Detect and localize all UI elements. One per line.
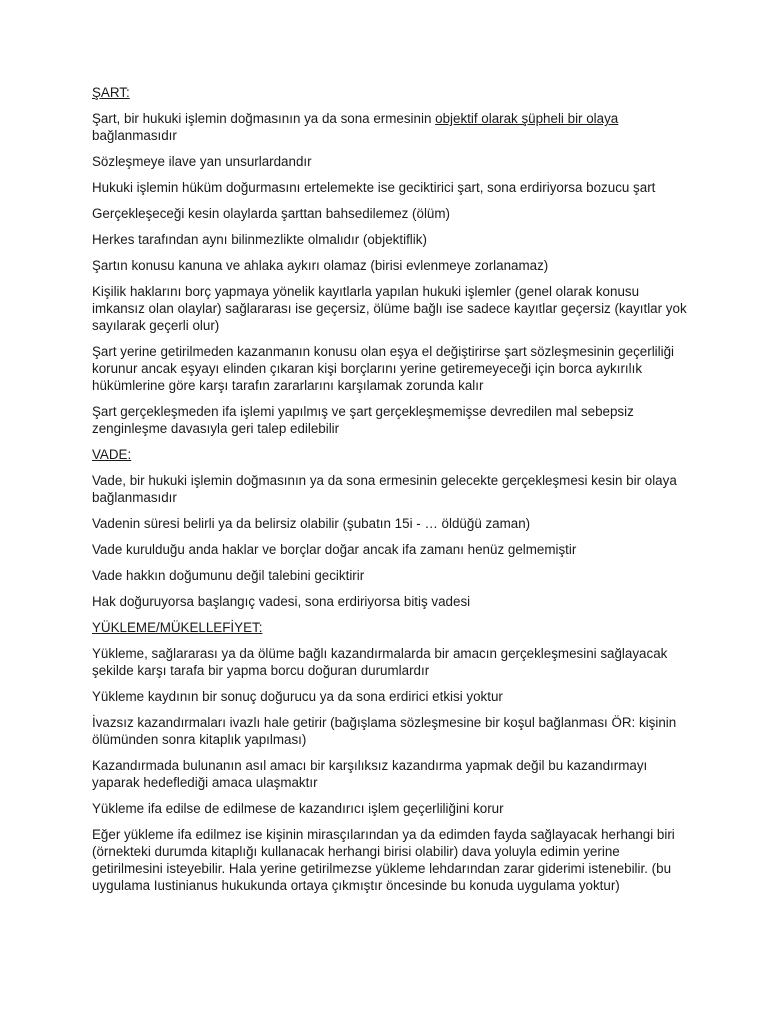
paragraph: Herkes tarafından aynı bilinmezlikte olmalıdır (objektiflik) [92, 232, 427, 247]
paragraph: Yükleme, sağlararası ya da ölüme bağlı kazandırmalarda bir amacın gerçekleşmesini sağlayacak şekilde karşı tarafa bir yapma borcu doğuran durumlardır [92, 646, 668, 678]
text-segment: bağlanmasıdır [92, 128, 177, 143]
paragraph: İvazsız kazandırmaları ivazlı hale getirir (bağışlama sözleşmesine bir koşul bağlanması ÖR: kişinin ölümünden sonra kitaplık yapılması) [92, 715, 677, 747]
paragraph: Şart gerçekleşmeden ifa işlemi yapılmış ve şart gerçekleşmemişse devredilen mal sebepsiz zenginleşme davasıyla geri talep edilebilir [92, 404, 634, 436]
paragraph: Vadenin süresi belirli ya da belirsiz olabilir (şubatın 15i - … öldüğü zaman) [92, 516, 531, 531]
paragraph: Vade, bir hukuki işlemin doğmasının ya da sona ermesinin gelecekte gerçekleşmesi kesin bir olaya bağlanmasıdır [92, 473, 677, 505]
section-yukleme [92, 619, 692, 894]
section-heading-vade: VADE: [92, 447, 132, 462]
section-heading-sart: ŞART: [92, 85, 130, 100]
paragraph: Şart yerine getirilmeden kazanmanın konusu olan eşya el değiştirirse şart sözleşmesinin geçerliliği korunur ancak eşyayı elinden çıkaran kişi borçlarını yerine getiremeyeceği için borca aykırılık hükümlerine göre karşı tarafın zararlarını karşılamak zorunda kalır [92, 344, 675, 393]
paragraph: Eğer yükleme ifa edilmez ise kişinin mirasçılarından ya da edimden fayda sağlayacak herhangi biri (örnekteki durumda kitaplığı kullanacak herhangi birisi olabilir) dava yoluyla edimin yerine getirilmesini isteyebilir. Hala yerine getirilmezse yükleme lehdarından zarar giderimi istenebilir. (bu uygulama Iustinianus hukukunda ortaya çıkmıştır öncesinde bu konuda uygulama yoktur) [92, 827, 675, 893]
paragraph: Hak doğuruyorsa başlangıç vadesi, sona erdiriyorsa bitiş vadesi [92, 594, 471, 609]
paragraph: Yükleme ifa edilse de edilmese de kazandırıcı işlem geçerliliğini korur [92, 801, 504, 816]
section-heading-yukleme: YÜKLEME/MÜKELLEFİYET: [92, 620, 263, 635]
paragraph: Kazandırmada bulunanın asıl amacı bir karşılıksız kazandırma yapmak değil bu kazandırmayı yaparak hedeflediği amaca ulaşmaktır [92, 758, 648, 790]
paragraph: Hukuki işlemin hüküm doğurmasını ertelemekte ise geciktirici şart, sona erdiriyorsa bozucu şart [92, 180, 656, 195]
paragraph-sart-definition [92, 110, 692, 144]
text-segment: Şart, bir hukuki işlemin doğmasının ya da sona ermesinin [92, 111, 436, 126]
paragraph: Yükleme kaydının bir sonuç doğurucu ya da sona erdirici etkisi yoktur [92, 689, 503, 704]
paragraph: Vade kurulduğu anda haklar ve borçlar doğar ancak ifa zamanı henüz gelmemiştir [92, 542, 577, 557]
underlined-phrase: objektif olarak şüpheli bir olaya [435, 111, 619, 126]
paragraph: Kişilik haklarını borç yapmaya yönelik kayıtlarla yapılan hukuki işlemler (genel olarak konusu imkansız olan olaylar) sağlararası ise geçersiz, ölüme bağlı ise sadece kayıtlar geçersiz (kayıtlar yok sayılarak geçerli olur) [92, 284, 687, 333]
section-sart [92, 84, 692, 437]
paragraph: Şartın konusu kanuna ve ahlaka aykırı olamaz (birisi evlenmeye zorlanamaz) [92, 258, 549, 273]
paragraph: Sözleşmeye ilave yan unsurlardandır [92, 154, 312, 169]
section-vade [92, 446, 692, 610]
document-page [92, 84, 692, 903]
paragraph: Vade hakkın doğumunu değil talebini geciktirir [92, 568, 365, 583]
paragraph: Gerçekleşeceği kesin olaylarda şarttan bahsedilemez (ölüm) [92, 206, 450, 221]
